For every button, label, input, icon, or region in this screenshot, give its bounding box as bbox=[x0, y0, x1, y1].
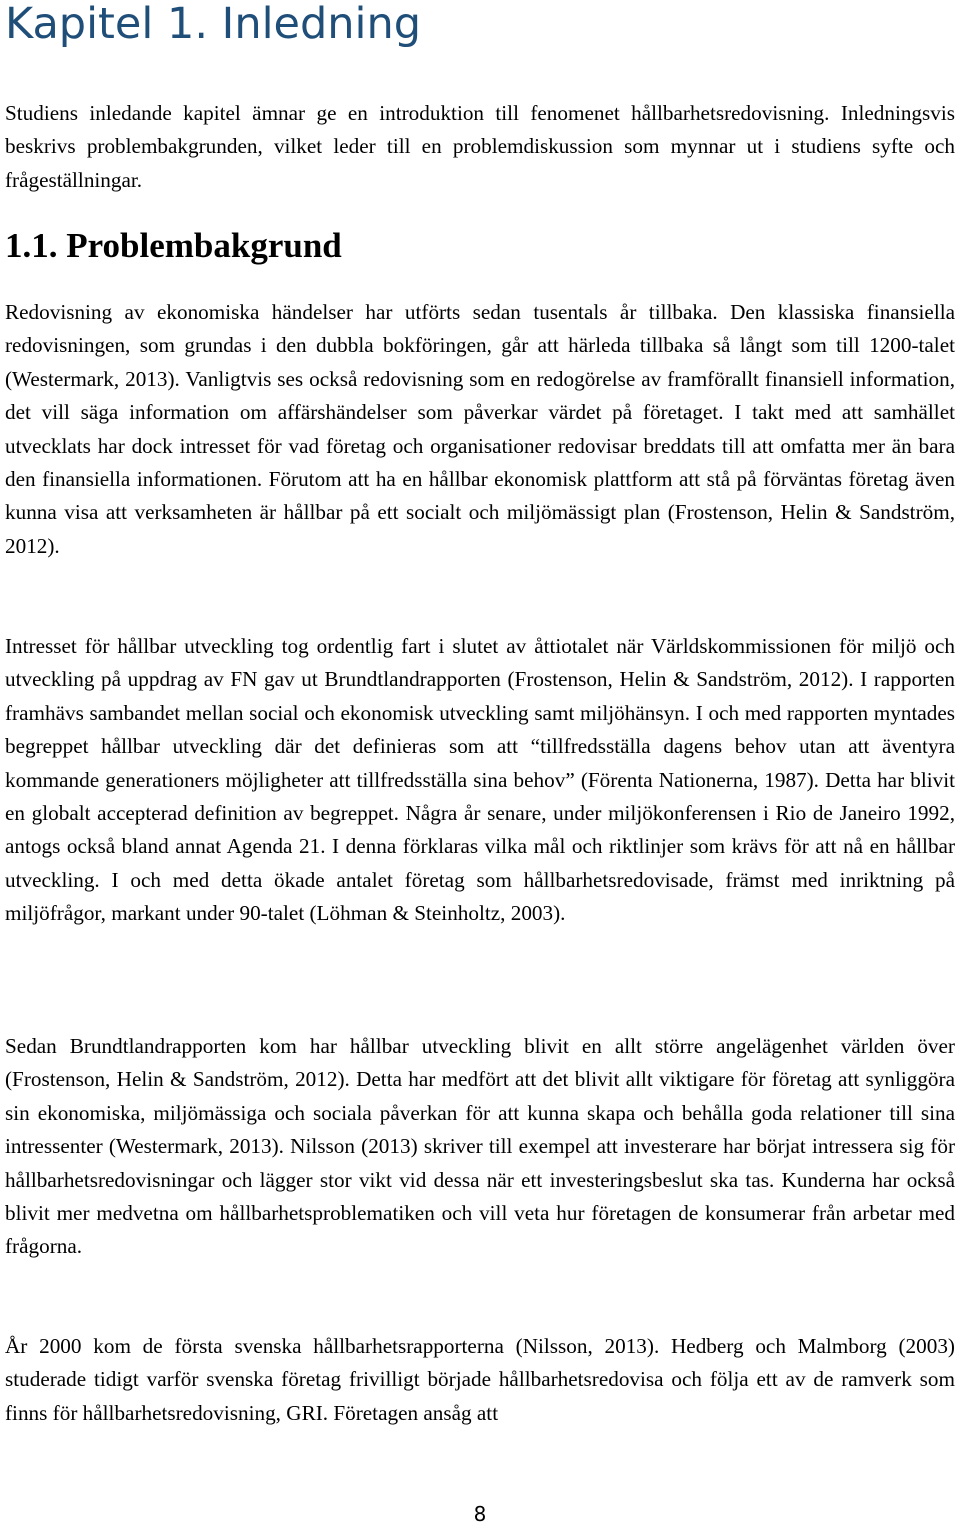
body-paragraph-2: Intresset för hållbar utveckling tog ordentlig fart i slutet av åttiotalet när Världskommissionen för miljö och utveckling på uppdrag av FN gav ut Brundtlandrapporten (Frostenson, Helin & Sandström, 2012). I rapporten framhävs sambandet mellan social och ekonomisk utveckling samt miljöhänsyn. I och med rapporten myntades begreppet hållbar utveckling där det definieras som att “tillfredsställa dagens behov utan att äventyra kommande generationers möjligheter att tillfredsställa sina behov” (Förenta Nationerna, 1987). Detta har blivit en globalt accepterad definition av begreppet. Några år senare, under miljökonferensen i Rio de Janeiro 1992, antogs också bland annat Agenda 21. I denna förklaras vilka mål och riktlinjer som krävs för att nå en hållbar utveckling. I och med detta ökade antalet företag som hållbarhetsredovisade, främst med inriktning på miljöfrågor, markant under 90-talet (Löhman & Steinholtz, 2003). bbox=[5, 634, 955, 926]
page-number: 8 bbox=[473, 1502, 487, 1526]
chapter-title: Kapitel 1. Inledning bbox=[5, 0, 422, 49]
body-paragraph-1: Redovisning av ekonomiska händelser har utförts sedan tusentals år tillbaka. Den klassiska finansiella redovisningen, som grundas i den dubbla bokföringen, går att härleda tillbaka så långt som till 1200-talet (Westermark, 2013). Vanligtvis ses också redovisning som en redogörelse av framförallt finansiell information, det vill säga information om affärshändelser som påverkar värdet på företaget. I takt med att samhället utvecklats har dock intresset för vad företag och organisationer redovisar breddats till att omfatta mer än bara den finansiella informationen. Förutom att ha en hållbar ekonomisk plattform att stå på förväntas företag även kunna visa att verksamheten är hållbar på ett socialt och miljömässigt plan (Frostenson, Helin & Sandström, 2012). bbox=[5, 300, 955, 558]
section-title: 1.1. Problembakgrund bbox=[5, 226, 342, 265]
body-paragraph-3: Sedan Brundtlandrapporten kom har hållbar utveckling blivit en allt större angelägenhet världen över (Frostenson, Helin & Sandström, 2012). Detta har medfört att det blivit allt viktigare för företag att synliggöra sin ekonomiska, miljömässiga och sociala påverkan för att kunna skapa och behålla goda relationer till sina intressenter (Westermark, 2013). Nilsson (2013) skriver till exempel att investerare har börjat intressera sig för hållbarhetsredovisningar och lägger stor vikt vid dessa när ett investeringsbeslut ska tas. Kunderna har också blivit mer medvetna om hållbarhetsproblematiken och vill veta hur företagen de konsumerar från arbetar med frågorna. bbox=[5, 1034, 955, 1259]
body-paragraph-4: År 2000 kom de första svenska hållbarhetsrapporterna (Nilsson, 2013). Hedberg och Malmborg (2003) studerade tidigt varför svenska företag frivilligt började hållbarhetsredovisa och följa ett av de ramverk som finns för hållbarhetsredovisning, GRI. Företagen ansåg att bbox=[5, 1334, 955, 1425]
intro-paragraph: Studiens inledande kapitel ämnar ge en introduktion till fenomenet hållbarhetsredovisning. Inledningsvis beskrivs problembakgrunden, vilket leder till en problemdiskussion som mynnar ut i studiens syfte och frågeställningar. bbox=[5, 101, 955, 192]
